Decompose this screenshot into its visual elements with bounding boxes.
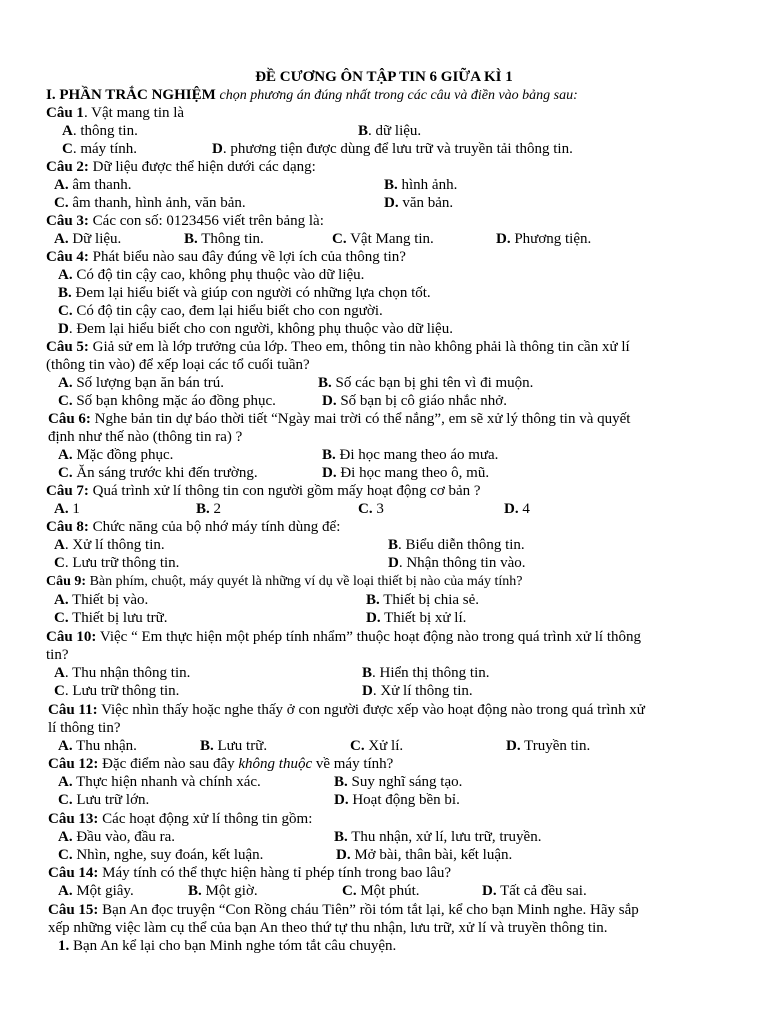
text-span: . máy tính. [72,141,138,157]
text-span: . Biểu diễn thông tin. [398,537,525,553]
option-letter: C. [58,303,73,319]
option-letter: A [62,123,73,139]
text-span: Phát biểu nào sau đây đúng về lợi ích của thông tin? [88,249,406,265]
option [58,392,276,410]
question-label: Câu 4: [46,249,89,265]
question-4 [46,248,406,266]
text-span: Thu nhận, xử lí, lưu trữ, truyền. [347,829,542,845]
text-span: Suy nghĩ sáng tạo. [347,774,463,790]
option-letter: C [62,141,73,157]
question-label: Câu 10: [46,629,97,645]
option [58,773,261,791]
list-item [58,937,396,955]
option-letter: C. [58,792,73,808]
option [58,464,258,482]
option-letter: A [54,537,65,553]
option-letter: D. [322,465,337,481]
question-label: Câu 15: [48,902,99,918]
option-letter: D. [334,792,349,808]
option-letter: C. [332,231,347,247]
text-span: Xử lí. [364,738,404,754]
option [384,194,453,212]
option [54,609,168,627]
text-span: Tất cả đều sai. [496,883,587,899]
text-span: Phương tiện. [510,231,592,247]
option [54,194,246,212]
question-2 [46,158,316,176]
option-letter: B. [322,447,336,463]
text-span: Bạn An kể lại cho bạn Minh nghe tóm tắt câu chuyện. [69,938,397,954]
text-span: . Hiển thị thông tin. [372,665,490,681]
text-span: âm thanh. [68,177,132,193]
option-letter: D. [322,393,337,409]
section-instruction: chọn phương án đúng nhất trong các câu và điền vào bảng sau: [219,88,578,103]
option [388,536,525,554]
option [336,846,512,864]
option-letter: B. [184,231,198,247]
question-14 [48,864,451,882]
text-span: Đi học mang theo áo mưa. [335,447,499,463]
option-letter: D [58,321,69,337]
option [334,791,460,809]
option-letter: A. [58,375,73,391]
question-text-continued: tin? [46,647,69,663]
option-letter: D. [366,610,381,626]
option-letter: B [362,665,373,681]
question-text-continued: lí thông tin? [48,720,121,736]
question-5 [46,338,630,356]
option-letter: B. [196,501,210,517]
option-letter: A. [54,501,69,517]
option-letter: A. [54,231,69,247]
question-label: Câu 5: [46,339,89,355]
question-9 [46,573,523,591]
text-span: 4 [518,501,530,517]
question-label: Câu 12: [48,756,99,772]
option [54,176,132,194]
option [318,374,533,392]
text-span: Thu nhận. [72,738,137,754]
option [54,664,190,682]
option-letter: C. [358,501,373,517]
text-span: Dữ liệu được thể hiện dưới các dạng: [88,159,316,175]
option [384,176,457,194]
option [188,882,258,900]
option-letter: D. [504,501,519,517]
option [358,500,384,518]
option-letter: A. [58,883,73,899]
option-letter: C. [54,610,69,626]
text-span: Vật Mang tin. [346,231,434,247]
option [58,446,173,464]
text-span: Bàn phím, chuột, máy quyét là những ví dụ về loại thiết bị nào của máy tính? [86,574,523,589]
text-span: Số bạn không mặc áo đồng phục. [72,393,276,409]
text-span: Máy tính có thể thực hiện hàng tỉ phép tính trong bao lâu? [98,865,452,881]
option [54,682,179,700]
option [362,682,473,700]
question-text: . Vật mang tin là [83,105,185,121]
option [212,140,573,158]
option-letter: D. [384,195,399,211]
option [54,554,179,572]
option-letter: D. [482,883,497,899]
option [58,302,383,320]
text-span: Các hoạt động xử lí thông tin gồm: [98,811,313,827]
question-label: Câu 1 [46,105,84,121]
option [332,230,434,248]
option [322,464,489,482]
text-span: . Đem lại hiểu biết cho con người, không phụ thuộc vào dữ liệu. [68,321,453,337]
text-span: về máy tính? [312,756,394,772]
text-span: Nhìn, nghe, suy đoán, kết luận. [72,847,264,863]
option-letter: B [388,537,399,553]
option [322,446,498,464]
text-span: . Xử lí thông tin. [64,537,165,553]
text-span: 1 [68,501,80,517]
option-letter: B. [188,883,202,899]
option-letter: A [54,665,65,681]
text-span: Chức năng của bộ nhớ máy tính dùng để: [88,519,341,535]
option-letter: C [54,555,65,571]
option [54,500,80,518]
text-span: Đầu vào, đầu ra. [72,829,176,845]
text-span: . dữ liệu. [368,123,422,139]
text-span: hình ảnh. [397,177,458,193]
text-span: Bạn An đọc truyện “Con Rồng cháu Tiên” rồi tóm tắt lại, kể cho bạn Minh nghe. Hãy sắp [98,902,639,918]
section-heading: I. PHẦN TRẮC NGHIỆM [46,87,216,103]
option-letter: B [358,123,369,139]
option [58,284,431,302]
question-text-continued: xếp những việc làm cụ thể của bạn An theo thứ tự thu nhận, lưu trữ, xử lí và truyền thông tin. [48,920,608,936]
text-span: . Lưu trữ thông tin. [64,555,180,571]
question-6 [48,410,630,428]
option [334,773,462,791]
text-span: Truyền tin. [520,738,591,754]
question-label: Câu 2: [46,159,89,175]
option [482,882,587,900]
option [62,122,138,140]
text-span: Thiết bị lưu trữ. [68,610,168,626]
text-span: Các con số: 0123456 viết trên bảng là: [88,213,324,229]
option [58,374,224,392]
option [62,140,137,158]
text-span: . Xử lí thông tin. [372,683,473,699]
text-span: Quá trình xử lí thông tin con người gồm mấy hoạt động cơ bản ? [88,483,481,499]
option-letter: B. [334,829,348,845]
option-letter: A. [54,592,69,608]
question-label: Câu 9: [46,574,87,589]
question-label: Câu 3: [46,213,89,229]
text-span: không thuộc [238,756,313,772]
text-span: Giả sử em là lớp trưởng của lớp. Theo em, thông tin nào không phải là thông tin cần xử lí [88,339,630,355]
question-label: Câu 8: [46,519,89,535]
text-span: 2 [209,501,222,517]
question-3 [46,212,324,230]
question-13 [48,810,312,828]
option [58,882,134,900]
text-span: Mở bài, thân bài, kết luận. [350,847,513,863]
option-letter: C [54,683,65,699]
option [58,320,453,338]
option [58,791,149,809]
option [58,846,263,864]
question-label: Câu 6: [48,411,91,427]
option [196,500,221,518]
text-span: văn bản. [398,195,454,211]
text-span: Nghe bản tin dự báo thời tiết “Ngày mai trời có thể nắng”, em sẽ xử lý thông tin và quyết [90,411,631,427]
question-label: Câu 14: [48,865,99,881]
question-10 [46,628,641,646]
option-letter: C. [58,847,73,863]
option-letter: C. [54,195,69,211]
option [506,737,590,755]
option [54,230,121,248]
document-title: ĐỀ CƯƠNG ÔN TẬP TIN 6 GIỮA KÌ 1 [255,69,513,85]
option [54,591,148,609]
text-span: Lưu trữ. [213,738,268,754]
question-12 [48,755,393,773]
option-letter: A. [58,267,73,283]
text-span: Thiết bị xử lí. [380,610,467,626]
option [366,591,479,609]
option-letter: D [212,141,223,157]
text-span: Một giây. [72,883,134,899]
option [366,609,466,627]
option-letter: B. [318,375,332,391]
option-letter: B. [58,285,72,301]
option [322,392,507,410]
question-label: Câu 13: [48,811,99,827]
section-header [46,86,578,105]
question-text-continued: định như thế nào (thông tin ra) ? [48,429,243,445]
text-span: . thông tin. [72,123,138,139]
option-letter: D. [336,847,351,863]
option [58,828,175,846]
question-15 [48,901,639,919]
text-span: . phương tiện được dùng để lưu trữ và truyền tải thông tin. [222,141,573,157]
text-span: Lưu trữ lớn. [72,792,150,808]
text-span: Thông tin. [197,231,264,247]
option [362,664,490,682]
option [58,737,137,755]
option-letter: A. [54,177,69,193]
text-span: Một giờ. [201,883,258,899]
text-span: Số bạn bị cô giáo nhắc nhở. [336,393,507,409]
text-span: Số lượng bạn ăn bán trú. [72,375,225,391]
text-span: Một phút. [356,883,420,899]
option-letter: D. [496,231,511,247]
option [496,230,591,248]
text-span: 3 [372,501,384,517]
option-letter: B. [200,738,214,754]
text-span: Việc nhìn thấy hoặc nghe thấy ở con người được xếp vào hoạt động nào trong quá trình xử [97,702,645,718]
text-span: Việc “ Em thực hiện một phép tính nhẩm” thuộc hoạt động nào trong quá trình xử lí thông [96,629,641,645]
option-letter: B. [366,592,380,608]
text-span: Dữ liệu. [68,231,122,247]
option [200,737,267,755]
option [358,122,421,140]
option [350,737,403,755]
text-span: Đi học mang theo ô, mũ. [336,465,490,481]
question-11 [48,701,645,719]
option-letter: D [362,683,373,699]
option-letter: A. [58,829,73,845]
text-span: . Thu nhận thông tin. [64,665,191,681]
text-span: . Lưu trữ thông tin. [64,683,180,699]
option [342,882,420,900]
text-span: Thiết bị chia sẻ. [379,592,480,608]
option-letter: A. [58,774,73,790]
option [58,266,364,284]
question-label: Câu 11: [48,702,98,718]
option [54,536,165,554]
question-label: Câu 7: [46,483,89,499]
option-letter: C. [342,883,357,899]
option-letter: D [388,555,399,571]
question-1 [46,104,184,122]
option-letter: B. [384,177,398,193]
option-letter: C. [350,738,365,754]
question-text-continued: (thông tin vào) để xếp loại các tổ cuối tuần? [46,357,310,373]
text-span: Số các bạn bị ghi tên vì đi muộn. [331,375,534,391]
text-span: âm thanh, hình ảnh, văn bản. [68,195,246,211]
option [184,230,264,248]
text-span: Có độ tin cậy cao, đem lại hiểu biết cho con người. [72,303,383,319]
text-span: Thiết bị vào. [68,592,149,608]
option-letter: A. [58,447,73,463]
option-letter: 1. [58,938,70,954]
option-letter: B. [334,774,348,790]
text-span: Đem lại hiểu biết và giúp con người có những lựa chọn tốt. [71,285,431,301]
text-span: Mặc đồng phục. [72,447,174,463]
option-letter: A. [58,738,73,754]
text-span: . Nhận thông tin vào. [398,555,526,571]
text-span: Đặc điểm nào sau đây [98,756,239,772]
text-span: Thực hiện nhanh và chính xác. [72,774,261,790]
option [388,554,526,572]
option-letter: C. [58,465,73,481]
option [504,500,530,518]
text-span: Ăn sáng trước khi đến trường. [72,465,258,481]
option-letter: D. [506,738,521,754]
text-span: Hoạt động bền bỉ. [348,792,460,808]
question-8 [46,518,340,536]
text-span: Có độ tin cậy cao, không phụ thuộc vào dữ liệu. [72,267,365,283]
question-7 [46,482,481,500]
option-letter: C. [58,393,73,409]
option [334,828,541,846]
